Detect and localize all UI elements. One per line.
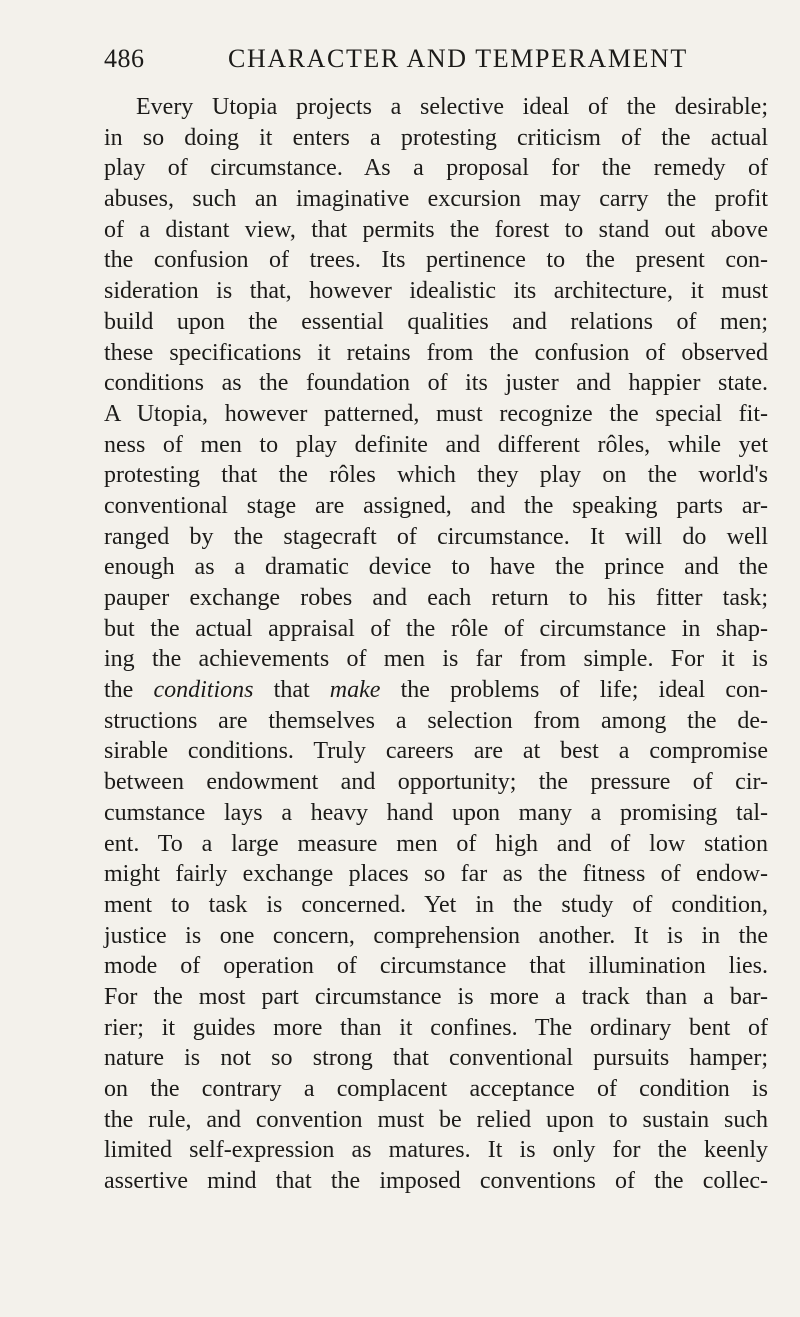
text-line: but the actual appraisal of the rôle of circumstance in shap- [104, 615, 768, 642]
text-line: enough as a dramatic device to have the prince and the [104, 554, 768, 581]
text-line: justice is one concern, comprehension another. It is in the [104, 922, 768, 949]
text-line: A Utopia, however patterned, must recognize the special fit- [104, 400, 768, 427]
running-title: CHARACTER AND TEMPERAMENT [228, 44, 688, 73]
text-line: of a distant view, that permits the forest to stand out above [104, 216, 768, 243]
text-line: structions are themselves a selection from among the de- [104, 707, 768, 734]
text-line: the confusion of trees. Its pertinence to the present con- [104, 247, 768, 274]
text-line: conditions as the foundation of its juster and happier state. [104, 370, 768, 397]
text-line: ranged by the stagecraft of circumstance. It will do well [104, 523, 768, 550]
text-line: protesting that the rôles which they play on the world's [104, 462, 768, 489]
text-line: abuses, such an imaginative excursion may carry the profit [104, 186, 768, 213]
text-line: For the most part circumstance is more a track than a bar- [104, 983, 768, 1010]
text-line: ent. To a large measure men of high and of low station [104, 830, 768, 857]
text-line: limited self-expression as matures. It is only for the keenly [104, 1137, 768, 1164]
text-line: might fairly exchange places so far as the fitness of endow- [104, 861, 768, 888]
text-line: Every Utopia projects a selective ideal of the desirable; [136, 94, 768, 120]
body-paragraph [104, 92, 768, 1197]
text-segment: the [104, 677, 154, 704]
text-line: conventional stage are assigned, and the speaking parts ar- [104, 492, 768, 519]
italic-word: make [329, 677, 381, 704]
text-line: build upon the essential qualities and relations of men; [104, 308, 768, 335]
text-line: between endowment and opportunity; the pressure of cir- [104, 769, 768, 796]
text-line: ness of men to play definite and different rôles, while yet [104, 431, 768, 458]
text-segment: the problems of life; ideal con- [380, 677, 768, 704]
text-line: sideration is that, however idealistic its architecture, it must [104, 278, 768, 305]
text-line: in so doing it enters a protesting criticism of the actual [104, 124, 768, 151]
text-line: play of circumstance. As a proposal for the remedy of [104, 155, 768, 182]
text-line: nature is not so strong that conventional pursuits hamper; [104, 1045, 768, 1072]
text-line: on the contrary a complacent acceptance of condition is [104, 1076, 768, 1102]
text-line: cumstance lays a heavy hand upon many a promising tal- [104, 799, 768, 826]
text-segment: that [253, 677, 330, 704]
page-header [104, 44, 768, 88]
text-line: ment to task is concerned. Yet in the study of condition, [104, 891, 768, 918]
text-line: sirable conditions. Truly careers are at best a compromise [104, 738, 768, 765]
text-line: pauper exchange robes and each return to his fitter task; [104, 585, 768, 611]
text-line-with-italics [104, 675, 768, 706]
text-line: these specifications it retains from the confusion of observed [104, 339, 768, 366]
text-line: the rule, and convention must be relied upon to sustain such [104, 1106, 768, 1133]
text-line: ing the achievements of men is far from simple. For it is [104, 646, 768, 673]
page-number: 486 [104, 44, 145, 73]
text-line: rier; it guides more than it confines. The ordinary bent of [104, 1014, 768, 1041]
text-line: assertive mind that the imposed conventions of the collec- [104, 1168, 768, 1195]
text-line: mode of operation of circumstance that illumination lies. [104, 953, 768, 980]
italic-word: conditions [153, 677, 254, 704]
